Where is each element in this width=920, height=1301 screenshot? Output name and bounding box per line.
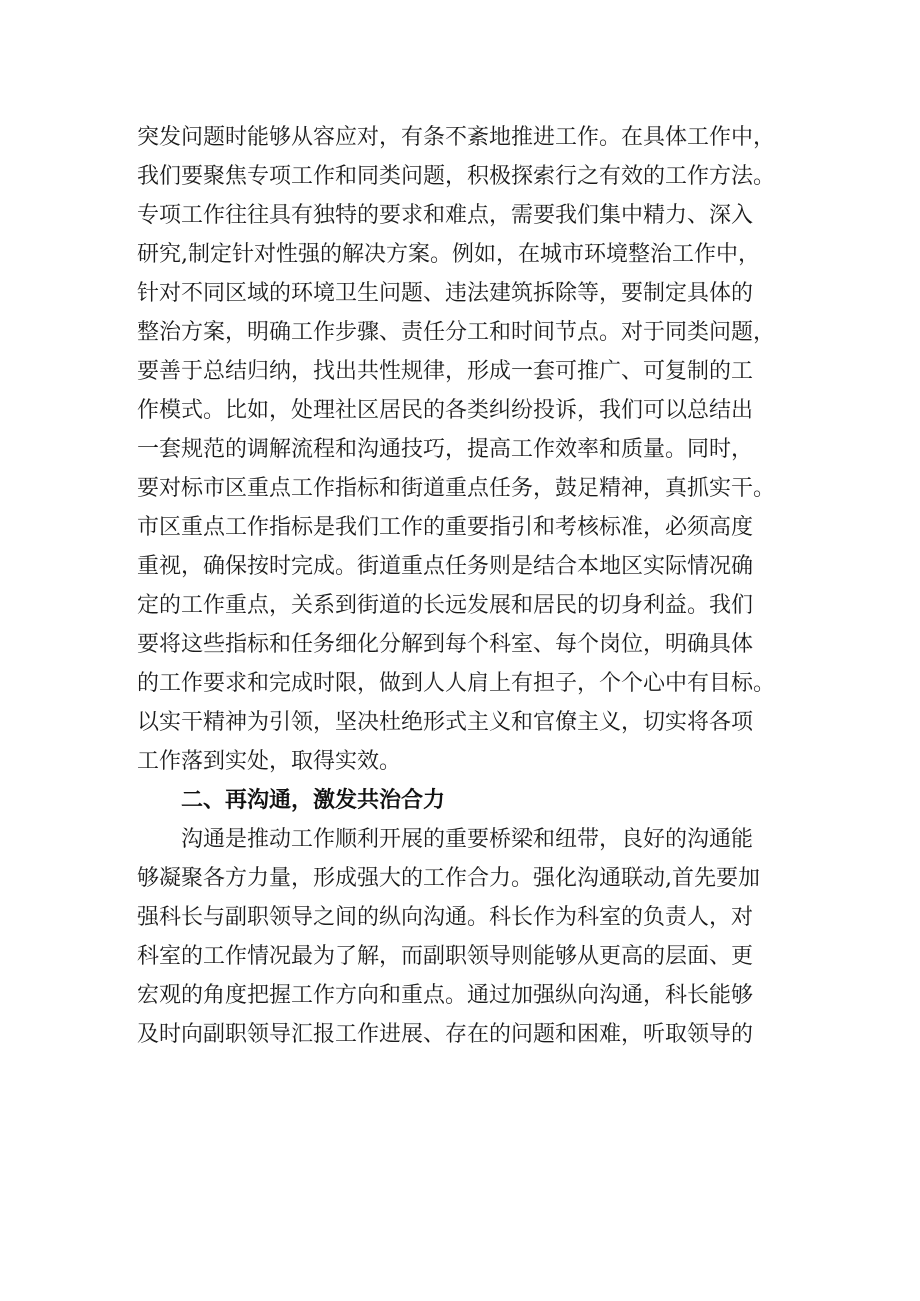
paragraph-line: 宏观的角度把握工作方向和重点。通过加强纵向沟通，科长能够: [137, 983, 754, 1008]
paragraph-line: 重视，确保按时完成。街道重点任务则是结合本地区实际情况确: [137, 554, 754, 579]
paragraph-line: 沟通是推动工作顺利开展的重要桥梁和纽带，良好的沟通能: [181, 827, 754, 852]
paragraph-line: 市区重点工作指标是我们工作的重要指引和考核标准，必须高度: [137, 515, 754, 540]
paragraph-line: 要将这些指标和任务细化分解到每个科室、每个岗位，明确具体: [137, 632, 754, 657]
paragraph-line: 强科长与副职领导之间的纵向沟通。科长作为科室的负责人，对: [137, 905, 754, 930]
paragraph-line: 我们要聚焦专项工作和同类问题，积极探索行之有效的工作方法。: [137, 164, 776, 189]
paragraph-line: 要善于总结归纳，找出共性规律，形成一套可推广、可复制的工: [137, 359, 754, 384]
section-heading: 二、再沟通，激发共治合力: [181, 788, 446, 813]
paragraph-line: 的工作要求和完成时限，做到人人肩上有担子，个个心中有目标。: [137, 671, 776, 696]
paragraph-line: 专项工作往往具有独特的要求和难点，需要我们集中精力、深入: [137, 203, 754, 228]
paragraph-line: 以实干精神为引领，坚决杜绝形式主义和官僚主义，切实将各项: [137, 710, 754, 735]
document-body: [137, 118, 787, 1054]
paragraph-line: 针对不同区域的环境卫生问题、违法建筑拆除等，要制定具体的: [137, 281, 754, 306]
paragraph-line: 突发问题时能够从容应对，有条不紊地推进工作。在具体工作中，: [137, 125, 776, 150]
paragraph-line: 研究,制定针对性强的解决方案。例如，在城市环境整治工作中，: [137, 242, 760, 267]
paragraph-line: 科室的工作情况最为了解，而副职领导则能够从更高的层面、更: [137, 944, 754, 969]
paragraph-line: 要对标市区重点工作指标和街道重点任务，鼓足精神，真抓实干。: [137, 476, 776, 501]
paragraph-line: 整治方案，明确工作步骤、责任分工和时间节点。对于同类问题，: [137, 320, 776, 345]
paragraph-line: 及时向副职领导汇报工作进展、存在的问题和困难，听取领导的: [137, 1022, 754, 1047]
paragraph-line: 够凝聚各方力量，形成强大的工作合力。强化沟通联动,首先要加: [137, 866, 760, 891]
paragraph-line: 作模式。比如，处理社区居民的各类纠纷投诉，我们可以总结出: [137, 398, 754, 423]
paragraph-line: 一套规范的调解流程和沟通技巧，提高工作效率和质量。同时，: [137, 437, 754, 462]
paragraph-line: 定的工作重点，关系到街道的长远发展和居民的切身利益。我们: [137, 593, 754, 618]
paragraph-line: 工作落到实处，取得实效。: [137, 749, 402, 774]
